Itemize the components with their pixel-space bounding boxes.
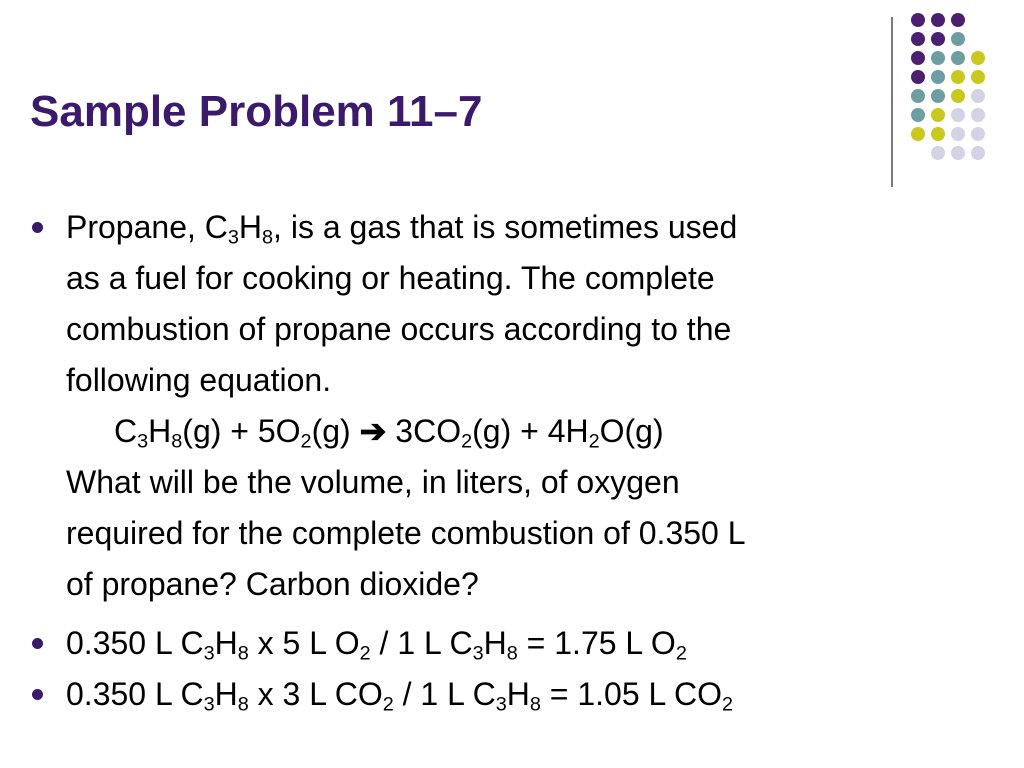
decorative-dot (971, 127, 985, 141)
decorative-dot (931, 70, 945, 84)
decorative-dot (951, 127, 965, 141)
answer-line: 0.350 L $C_3H_8$ x 3 L $CO_2 / 1$ L $C_3H_8 = 1.05$ L $CO_2$ (66, 676, 734, 716)
bullet-icon (32, 638, 43, 649)
question-line-3: of propane? Carbon dioxide? (66, 566, 479, 602)
slide-title: Sample Problem 11–7 (30, 87, 483, 136)
problem-line-3: combustion of propane occurs according to the (66, 311, 732, 347)
decorative-dot (931, 32, 945, 46)
decorative-dot (951, 51, 965, 65)
decorative-dot (971, 70, 985, 84)
decorative-dot (911, 32, 925, 46)
decorative-dot (911, 51, 925, 65)
decorative-dot (931, 89, 945, 103)
decorative-dot (971, 89, 985, 103)
bullet-list (30, 202, 990, 720)
answer-bullet-oxygen (30, 618, 990, 669)
decorative-dot (931, 127, 945, 141)
decorative-dot (911, 89, 925, 103)
decorative-dot (931, 13, 945, 27)
decorative-dot (931, 146, 945, 160)
decorative-dot (931, 51, 945, 65)
answer-bullet-carbon-dioxide (30, 669, 990, 720)
combustion-equation: $C_3H_8(g) + 5O_2(g)$ ➔ $3CO_2(g) + 4H_2O(g)$ (114, 413, 664, 453)
decorative-dot (971, 51, 985, 65)
problem-line-2: as a fuel for cooking or heating. The complete (66, 260, 715, 296)
question-line-1: What will be the volume, in liters, of oxygen (66, 464, 680, 500)
problem-line-1: Propane, $C_3H_8$, is a gas that is sometimes used (66, 209, 738, 249)
decorative-dot (951, 32, 965, 46)
decorative-dot (911, 108, 925, 122)
problem-line-4: following equation. (66, 362, 332, 398)
decorative-dot (911, 13, 925, 27)
decorative-dot (911, 127, 925, 141)
decorative-dot (951, 70, 965, 84)
decorative-dot (951, 108, 965, 122)
question-line-2: required for the complete combustion of 0.350 L (66, 515, 746, 551)
bullet-icon (32, 689, 43, 700)
problem-bullet (30, 202, 990, 610)
answer-line: 0.350 L $C_3H_8$ x 5 L $O_2 / 1$ L $C_3H_8 = 1.75$ L $O_2$ (66, 625, 687, 665)
decorative-dot (951, 89, 965, 103)
decorative-dot (911, 70, 925, 84)
bullet-icon (32, 222, 43, 233)
decorative-dot (971, 108, 985, 122)
arrow-right-icon: ➔ (359, 413, 387, 449)
divider-line (891, 17, 893, 187)
decorative-dot (931, 108, 945, 122)
decorative-dot (971, 146, 985, 160)
decorative-dot (951, 146, 965, 160)
decorative-dot (951, 13, 965, 27)
